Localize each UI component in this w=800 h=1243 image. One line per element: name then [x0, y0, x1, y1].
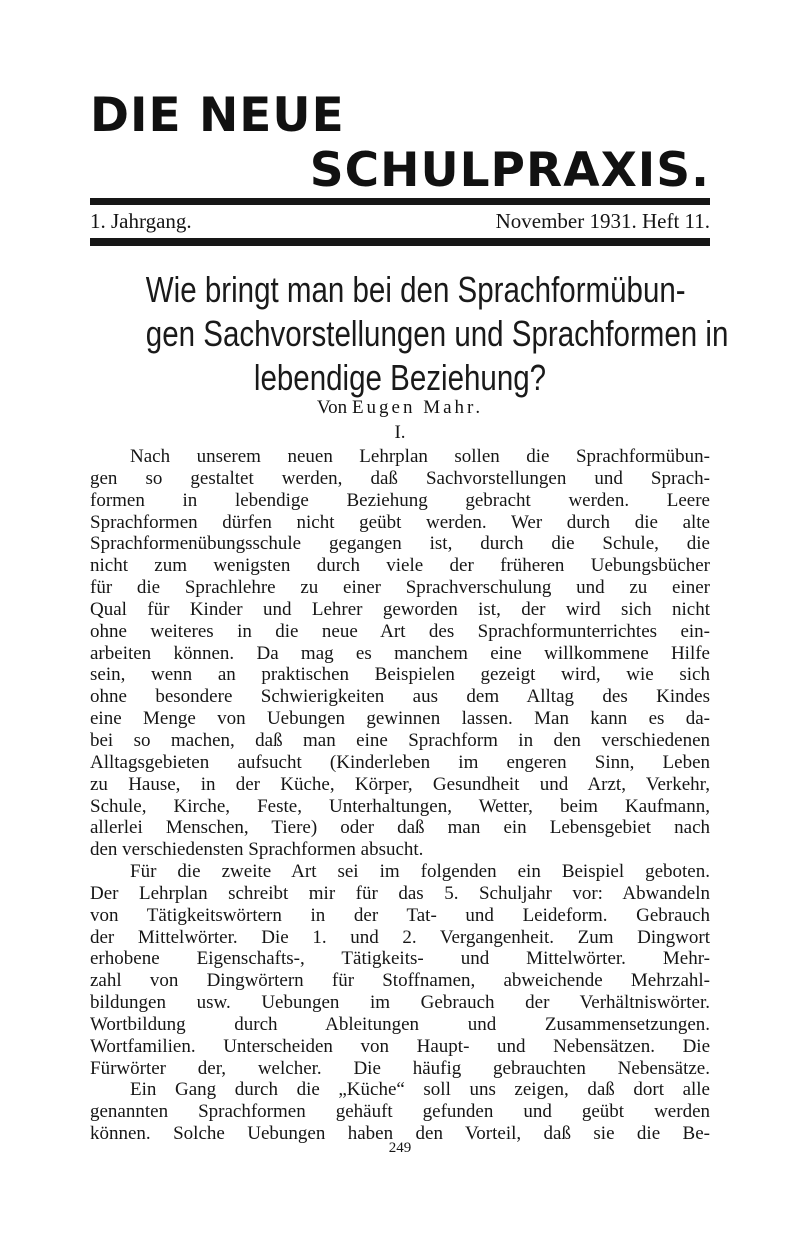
text-line: Für die zweite Art sei im folgenden ein Beispiel geboten.	[130, 861, 710, 883]
text-line: können. Solche Uebungen haben den Vorteil, daß sie die Be-	[90, 1123, 710, 1145]
text-line: Nach unserem neuen Lehrplan sollen die Sprachformübun-	[130, 446, 710, 467]
text-line: zu Hause, in der Küche, Körper, Gesundheit und Arzt, Verkehr,	[90, 773, 710, 795]
text-line: Sprachformen dürfen nicht geübt werden. Wer durch die alte	[90, 511, 710, 533]
text-line: von Tätigkeitswörtern in der Tat- und Leideform. Gebrauch	[90, 904, 710, 926]
text-line: formen in lebendige Beziehung gebracht werden. Leere	[90, 489, 710, 511]
text-line: Schule, Kirche, Feste, Unterhaltungen, Wetter, beim Kaufmann,	[90, 795, 710, 817]
text-line: für die Sprachlehre zu einer Sprachverschulung und zu einer	[90, 577, 710, 599]
text-line: Qual für Kinder und Lehrer geworden ist, der wird sich nicht	[90, 598, 710, 620]
text-line: allerlei Menschen, Tiere) oder daß man ein Lebensgebiet nach	[90, 817, 710, 839]
byline	[90, 396, 710, 420]
article-title	[145, 268, 729, 400]
article-body	[90, 446, 710, 1145]
text-line: zahl von Dingwörtern für Stoffnamen, abweichende Mehrzahl-	[90, 970, 710, 992]
byline-prefix: Von	[316, 397, 348, 418]
text-line: arbeiten können. Da mag es manchem eine willkommene Hilfe	[90, 642, 710, 664]
text-line: Fürwörter der, welcher. Die häufig gebrauchten Nebensätze.	[90, 1057, 710, 1079]
masthead-rule-top	[90, 198, 710, 205]
text-line: Sprachformenübungsschule gegangen ist, durch die Schule, die	[90, 533, 710, 555]
text-line: eine Menge von Uebungen gewinnen lassen. Man kann es da-	[90, 708, 710, 730]
text-line: bildungen usw. Uebungen im Gebrauch der Verhältniswörter.	[90, 992, 710, 1014]
text-line: Wortfamilien. Unterscheiden von Haupt- und Nebensätzen. Die	[90, 1035, 710, 1057]
text-line: sein, wenn an praktischen Beispielen gezeigt wird, wie sich	[90, 664, 710, 686]
article-title-line: Wie bringt man bei den Sprachformübun-	[145, 269, 686, 310]
text-line: genannten Sprachformen gehäuft gefunden und geübt werden	[90, 1101, 710, 1123]
text-line: Wortbildung durch Ableitungen und Zusammensetzungen.	[90, 1013, 710, 1035]
text-line: Ein Gang durch die „Küche“ soll uns zeigen, daß dort alle	[130, 1079, 710, 1101]
article-title-line: lebendige Beziehung?	[253, 357, 547, 398]
journal-title-line-1: DIE NEUE	[90, 88, 345, 143]
volume-label: 1. Jahrgang.	[90, 209, 192, 233]
page-number: 249	[388, 1140, 412, 1156]
masthead-rule-bottom	[90, 238, 710, 246]
text-line: Alltagsgebieten aufsucht (Kinderleben im engeren Sinn, Leben	[90, 751, 710, 773]
journal-title-line-2: SCHULPRAXIS.	[309, 143, 710, 198]
issue-info	[90, 206, 710, 236]
text-line: gen so gestaltet werden, daß Sachvorstellungen und Sprach-	[90, 467, 710, 489]
text-line: ohne besondere Schwierigkeiten aus dem Alltag des Kindes	[90, 686, 710, 708]
author-name: Eugen Mahr.	[351, 397, 484, 418]
article-title-line: gen Sachvorstellungen und Sprachformen in	[145, 313, 729, 354]
issue-date: November 1931. Heft 11.	[495, 209, 710, 233]
text-line: nicht zum wenigsten durch viele der früheren Uebungsbücher	[90, 555, 710, 577]
section-number: I.	[394, 422, 406, 443]
text-line: bei so machen, daß man eine Sprachform in den verschiedenen	[90, 729, 710, 751]
text-line: Der Lehrplan schreibt mir für das 5. Schuljahr vor: Abwandeln	[90, 882, 710, 904]
text-line: der Mittelwörter. Die 1. und 2. Vergangenheit. Zum Dingwort	[90, 926, 710, 948]
text-line: ohne weiteres in die neue Art des Sprachformunterrichtes ein-	[90, 620, 710, 642]
text-line: den verschiedensten Sprachformen absucht.	[90, 839, 424, 861]
text-line: erhobene Eigenschafts-, Tätigkeits- und Mittelwörter. Mehr-	[90, 948, 710, 970]
